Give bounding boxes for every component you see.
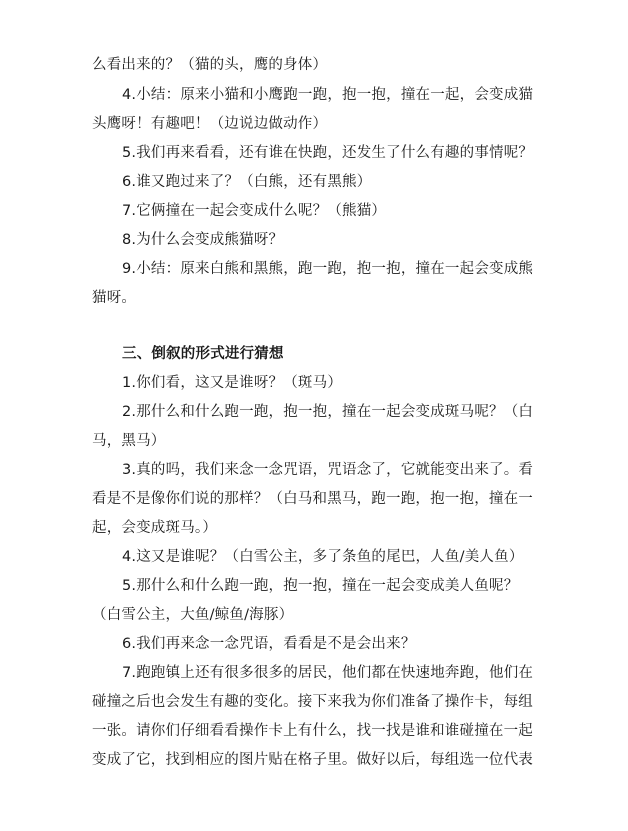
text-line: 4.这又是谁呢？（白雪公主，多了条鱼的尾巴，人鱼/美人鱼） bbox=[122, 549, 524, 565]
section-heading: 三、倒叙的形式进行猜想 bbox=[122, 346, 284, 362]
text-line: 7.它俩撞在一起会变成什么呢？（熊猫） bbox=[122, 203, 387, 219]
text-line: 5.那什么和什么跑一跑，抱一抱，撞在一起会变成美人鱼呢？ bbox=[122, 578, 519, 594]
text-line: 8.为什么会变成熊猫呀？ bbox=[122, 232, 284, 248]
text-line: 看是不是像你们说的那样？（白马和黑马，跑一跑，抱一抱，撞在一 bbox=[92, 491, 533, 507]
text-line: 6.谁又跑过来了？（白熊，还有黑熊） bbox=[122, 174, 372, 190]
text-line: 1.你们看，这又是谁呀？（斑马） bbox=[122, 375, 343, 391]
text-line: 起，会变成斑马。） bbox=[92, 520, 218, 536]
text-line: 2.那什么和什么跑一跑，抱一抱，撞在一起会变成斑马呢？（白 bbox=[122, 404, 534, 420]
text-line: 3.真的吗，我们来念一念咒语，咒语念了，它就能变出来了。看 bbox=[122, 462, 534, 478]
text-line: 一张。请你们仔细看看操作卡上有什么，找一找是谁和谁碰撞在一起 bbox=[92, 723, 533, 739]
text-line: 马，黑马） bbox=[92, 433, 166, 449]
text-line: 碰撞之后也会发生有趣的变化。接下来我为你们准备了操作卡，每组 bbox=[92, 694, 533, 710]
text-line: 4.小结：原来小猫和小鹰跑一跑，抱一抱，撞在一起，会变成猫 bbox=[122, 87, 534, 103]
text-line: 么看出来的？（猫的头，鹰的身体） bbox=[92, 57, 328, 73]
text-line: 9.小结：原来白熊和黑熊，跑一跑，抱一抱，撞在一起会变成熊 bbox=[122, 261, 534, 277]
text-line: 7.跑跑镇上还有很多很多的居民，他们都在快速地奔跑，他们在 bbox=[122, 665, 534, 681]
text-line: 5.我们再来看看，还有谁在快跑，还发生了什么有趣的事情呢？ bbox=[122, 145, 534, 161]
text-line: 猫呀。 bbox=[92, 290, 137, 306]
text-line: 头鹰呀！有趣吧！（边说边做动作） bbox=[92, 116, 328, 132]
text-line: 6.我们再来念一念咒语，看看是不是会出来？ bbox=[122, 636, 416, 652]
text-line: （白雪公主，大鱼/鲸鱼/海豚） bbox=[92, 607, 294, 623]
text-line: 变成了它，找到相应的图片贴在格子里。做好以后，每组选一位代表 bbox=[92, 752, 533, 768]
